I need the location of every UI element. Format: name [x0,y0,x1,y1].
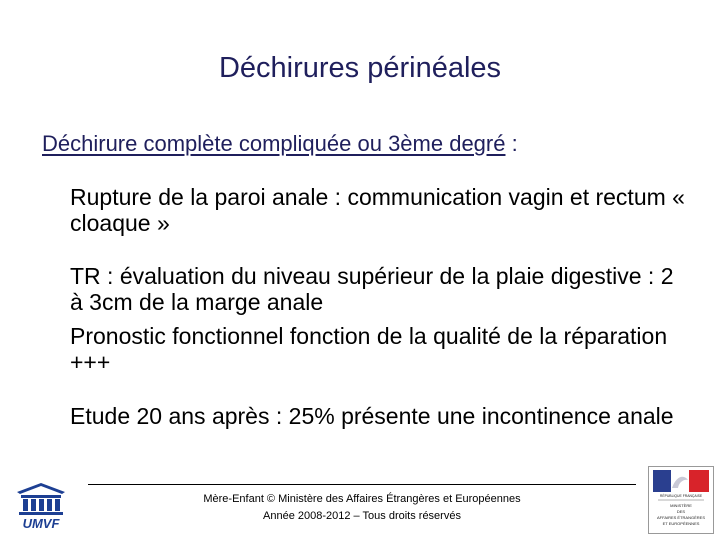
paragraph-tr: TR : évaluation du niveau supérieur de la plaie digestive : 2 à 3cm de la marge anale [70,263,674,315]
section-heading-text: Déchirure complète compliquée ou 3ème degré [42,131,506,156]
paragraph-rupture: Rupture de la paroi anale : communication vagin et rectum « cloaque » [70,184,685,236]
ministere-republique-text: RÉPUBLIQUE FRANÇAISE [659,494,703,498]
section-heading [42,131,518,157]
paragraph-pronostic: Pronostic fonctionnel fonction de la qualité de la réparation +++ [70,323,668,375]
footer-years: Année 2008-2012 – Tous droits réservés [263,510,461,522]
footer-divider [88,484,636,485]
umvf-logo-text: UMVF [22,516,60,530]
ministere-line-1: MINISTÈRE [670,503,692,508]
footer [88,491,636,525]
ministere-logo [648,466,714,534]
paragraph-etude: Etude 20 ans après : 25% présente une incontinence anale [70,403,674,429]
section-heading-colon: : [505,131,518,156]
ministere-line-2: DES [676,509,686,514]
ministere-line-3: AFFAIRES ÉTRANGÈRES [656,515,706,520]
slide-title: Déchirures périnéales [218,52,502,84]
ministere-line-4: ET EUROPÉENNES [662,521,700,526]
umvf-logo [12,480,70,530]
footer-copyright: Mère-Enfant © Ministère des Affaires Étrangères et Européennes [203,493,521,505]
